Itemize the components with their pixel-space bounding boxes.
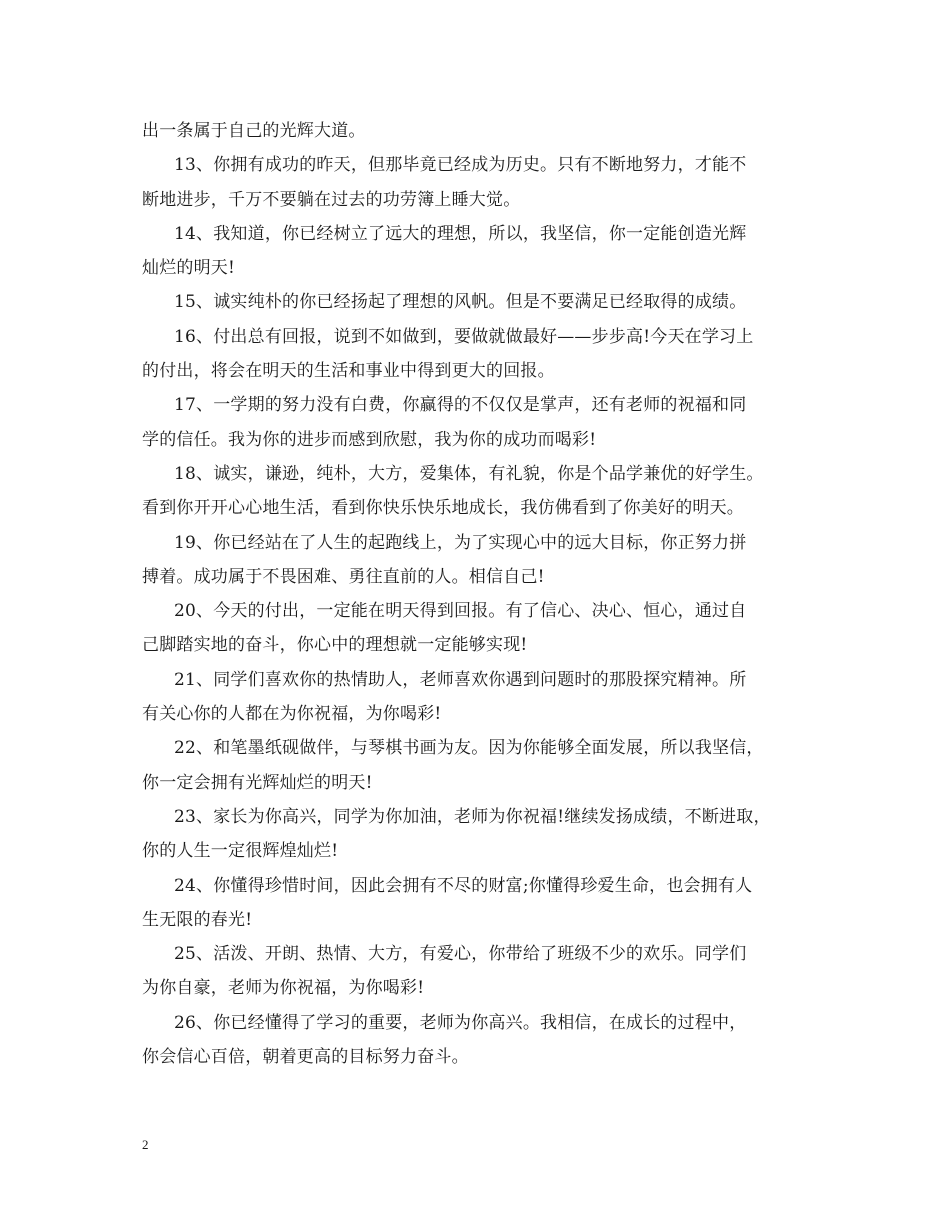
text-line: 22、和笔墨纸砚做伴，与琴棋书画为友。因为你能够全面发展，所以我坚信，: [174, 738, 764, 759]
text-line: 搏着。成功属于不畏困难、勇往直前的人。相信自己!: [142, 566, 545, 587]
text-line: 20、今天的付出，一定能在明天得到回报。有了信心、决心、恒心，通过自: [174, 601, 747, 622]
text-line: 看到你开开心心地生活，看到你快乐快乐地成长，我仿佛看到了你美好的明天。: [142, 498, 744, 519]
text-line: 13、你拥有成功的昨天，但那毕竟已经成为历史。只有不断地努力，才能不: [174, 155, 747, 176]
text-line: 出一条属于自己的光辉大道。: [142, 121, 366, 141]
text-line: 21、同学们喜欢你的热情助人，老师喜欢你遇到问题时的那股探究精神。所: [174, 669, 747, 690]
text-line: 断地进步，千万不要躺在过去的功劳簿上睡大觉。: [142, 189, 521, 210]
text-line: 23、家长为你高兴，同学为你加油，老师为你祝福!继续发扬成绩，不断进取，: [174, 806, 771, 827]
text-line: 19、你已经站在了人生的起跑线上，为了实现心中的远大目标，你正努力拼: [174, 532, 747, 553]
text-line: 生无限的春光!: [142, 909, 253, 930]
text-line: 24、你懂得珍惜时间，因此会拥有不尽的财富;你懂得珍爱生命，也会拥有人: [174, 875, 753, 896]
text-line: 16、付出总有回报，说到不如做到，要做就做最好——步步高!今天在学习上: [174, 326, 754, 347]
page-number: 2: [142, 1137, 149, 1152]
text-line: 你的人生一定很辉煌灿烂!: [142, 841, 339, 862]
text-line: 14、我知道，你已经树立了远大的理想，所以，我坚信，你一定能创造光辉: [174, 223, 747, 244]
text-line: 25、活泼、开朗、热情、大方，有爱心，你带给了班级不少的欢乐。同学们: [174, 944, 747, 965]
text-line: 你一定会拥有光辉灿烂的明天!: [142, 772, 373, 793]
text-line: 的付出，将会在明天的生活和事业中得到更大的回报。: [142, 361, 555, 382]
text-line: 灿烂的明天!: [142, 258, 236, 279]
text-line: 15、诚实纯朴的你已经扬起了理想的风帆。但是不要满足已经取得的成绩。: [174, 292, 747, 313]
text-line: 己脚踏实地的奋斗，你心中的理想就一定能够实现!: [142, 635, 528, 656]
text-line: 有关心你的人都在为你祝福，为你喝彩!: [142, 704, 442, 725]
text-line: 你会信心百倍，朝着更高的目标努力奋斗。: [142, 1047, 469, 1068]
text-line: 18、诚实，谦逊，纯朴，大方，爱集体，有礼貌，你是个品学兼优的好学生。: [174, 463, 764, 484]
text-line: 为你自豪，老师为你祝福，为你喝彩!: [142, 978, 425, 999]
document-body: [142, 114, 832, 1074]
text-line: 17、一学期的努力没有白费，你赢得的不仅仅是掌声，还有老师的祝福和同: [174, 395, 747, 416]
text-line: 学的信任。我为你的进步而感到欣慰，我为你的成功而喝彩!: [142, 429, 597, 450]
text-line: 26、你已经懂得了学习的重要，老师为你高兴。我相信，在成长的过程中，: [174, 1012, 747, 1033]
